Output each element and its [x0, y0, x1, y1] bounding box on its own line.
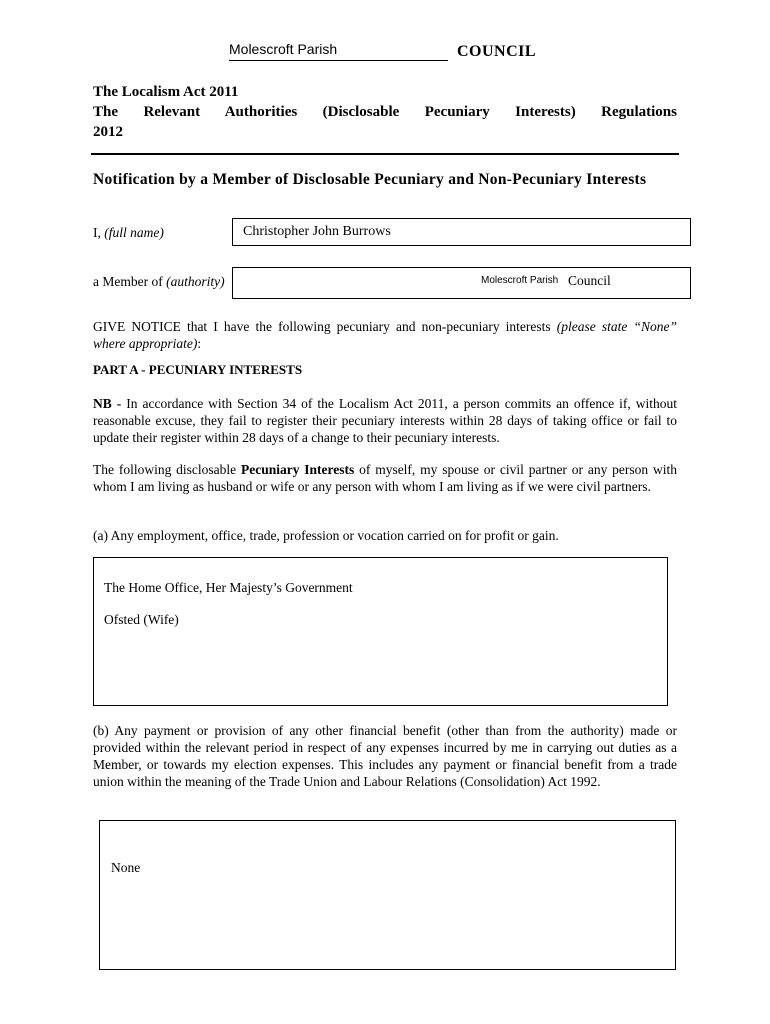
authority-field[interactable]	[232, 267, 691, 299]
give-notice-statement	[93, 318, 677, 352]
nb-paragraph	[93, 395, 677, 446]
nb-text: In accordance with Section 34 of the Localism Act 2011, a person commits an offence if, without reasonable excuse, they fail to register their pecuniary interests within 28 days of taking office or fail to update their register within 28 days of a change to their pecuniary interests.	[93, 396, 678, 445]
council-heading: COUNCIL	[457, 43, 537, 60]
item-b-question: (b) Any payment or provision of any other financial benefit (other than from the authority) made or provided within the relevant period in respect of any expenses incurred by me in carrying out duties as a Member, or towards my election expenses. This includes any payment or financial benefit from a trade union within the meaning of the Trade Union and Labour Relations (Consolidation) Act 1992.	[93, 723, 677, 789]
council-name-field: Molescroft Parish	[229, 41, 448, 61]
full-name-field[interactable]	[232, 218, 691, 246]
authority-label	[93, 274, 225, 290]
give-notice-hint: (please state “None” where appropriate)	[93, 319, 677, 351]
item-a-question: (a) Any employment, office, trade, profession or vocation carried on for profit or gain.	[93, 528, 559, 543]
item-b-answer-field[interactable]	[99, 820, 676, 970]
authority-value-parish: Molescroft Parish	[481, 275, 559, 286]
following-post: of myself, my spouse or civil partner or any person with whom I am living as husband or wife or any person with whom I am living as if we were civil partners.	[93, 462, 677, 494]
full-name-label-prefix: I,	[93, 225, 105, 240]
authority-label-hint: (authority)	[166, 274, 225, 289]
act-title: The Localism Act 2011	[93, 84, 239, 100]
full-name-label-hint: (full name)	[104, 225, 164, 240]
full-name-value: Christopher John Burrows	[243, 224, 391, 239]
legislation-header	[93, 82, 677, 142]
give-notice-end: :	[197, 336, 202, 351]
following-bold: Pecuniary Interests	[240, 462, 355, 477]
part-a-heading: PART A - PECUNIARY INTERESTS	[93, 362, 303, 377]
header-divider	[91, 153, 679, 155]
nb-prefix: NB -	[93, 396, 127, 411]
authority-value-council: Council	[568, 273, 611, 288]
full-name-label	[93, 225, 164, 241]
item-a-answer-line1: The Home Office, Her Majesty’s Government	[104, 580, 353, 595]
notification-title: Notification by a Member of Disclosable Pecuniary and Non-Pecuniary Interests	[93, 171, 647, 188]
give-notice-text: GIVE NOTICE that I have the following pecuniary and non-pecuniary interests	[93, 319, 557, 334]
authority-label-prefix: a Member of	[93, 274, 167, 289]
item-a-answer-field[interactable]	[93, 557, 668, 706]
regulations-title: The Relevant Authorities (Disclosable Pecuniary Interests) Regulations	[93, 104, 677, 120]
item-a-answer-line2: Ofsted (Wife)	[104, 612, 179, 627]
item-b-answer-line1: None	[111, 860, 141, 875]
following-paragraph	[93, 461, 677, 495]
regulations-year: 2012	[93, 124, 123, 140]
following-pre: The following disclosable	[93, 462, 241, 477]
